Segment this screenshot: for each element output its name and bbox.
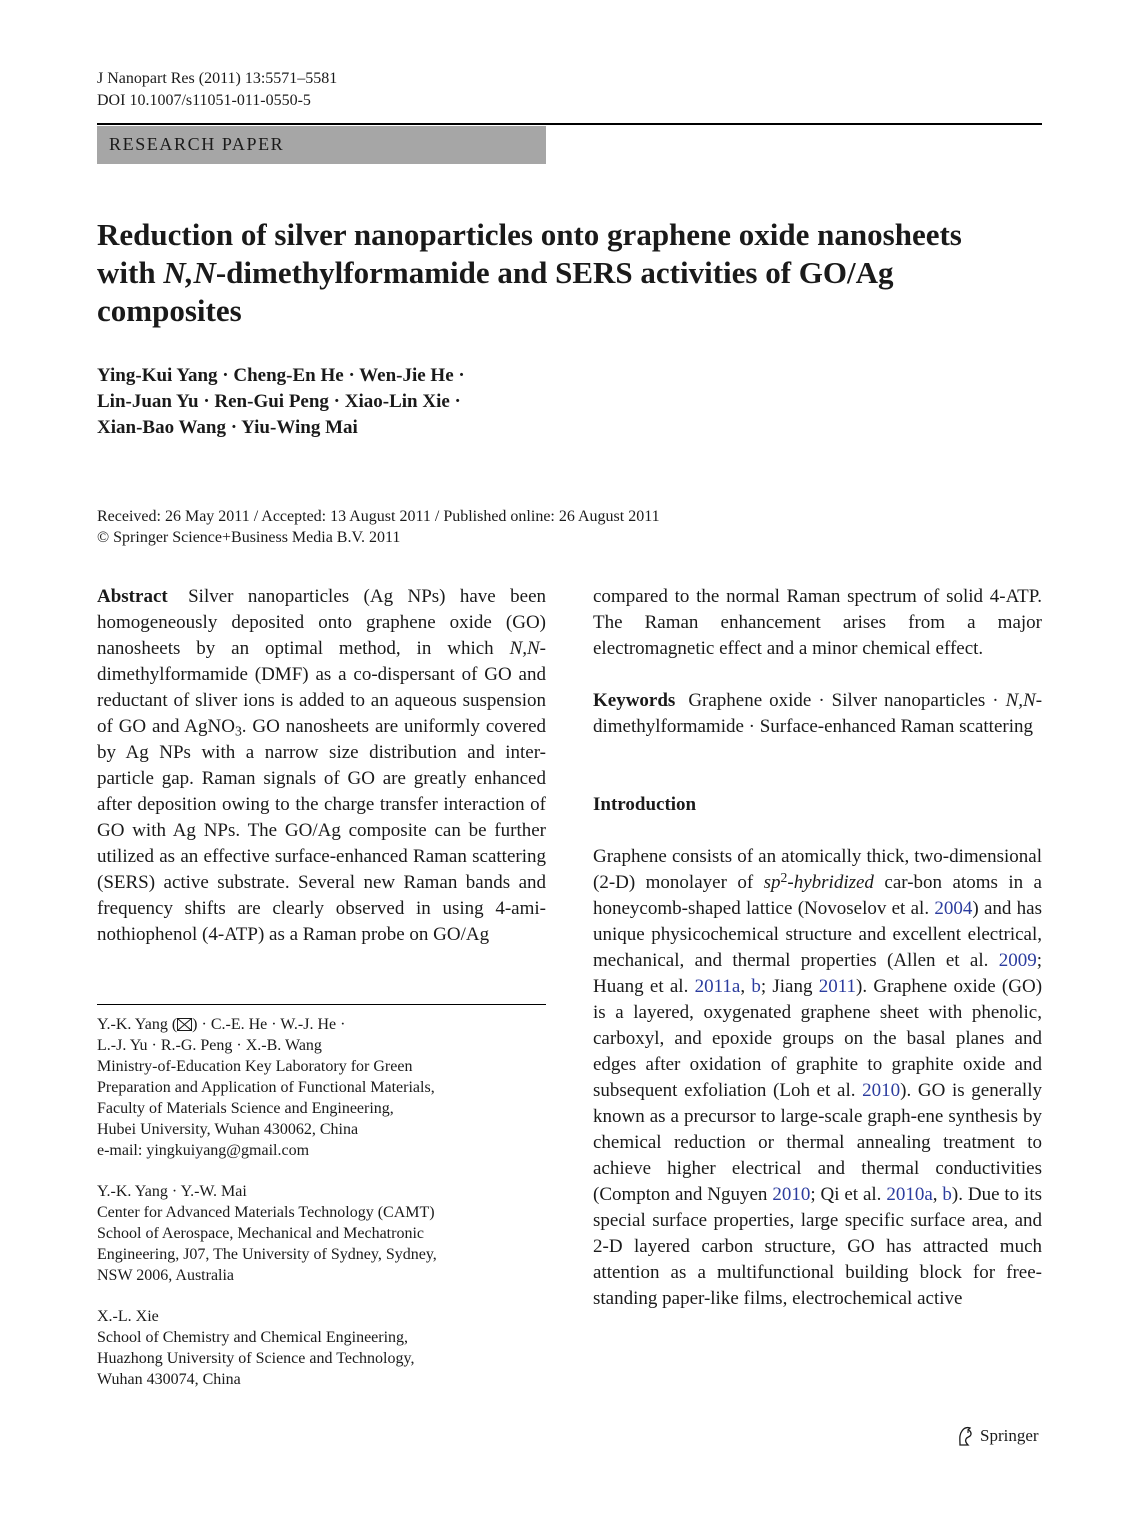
citation-link[interactable]: 2010	[772, 1184, 811, 1205]
introduction-paragraph: Graphene consists of an atomically thick, two-dimensional (2-D) monolayer of $sp^2$-hybridized car-bon atoms in a honeycomb-shaped lattice (Novoselov et al. 2004) and has unique physicochemical structure and excellent electrical, mechanical, and thermal properties (Allen et al. 2009; Huang et al. 2011a, b; Jiang 2011). Graphene oxide (GO) is a layered, oxygenated graphene sheet with phenolic, carboxyl, and epoxide groups on the basal planes and edges after oxidation of graphite to graphite oxide and subsequent exfoliation (Loh et al. 2010). GO is generally known as a precursor to large-scale graph-ene synthesis by chemical reduction or thermal annealing treatment to achieve higher electrical and thermal conductivities (Compton and Nguyen 2010; Qi et al. 2010a, b). Due to its special surface properties, large specific surface area, and 2-D layered carbon structure, GO has attracted much attention as a multifunctional building block for free-standing paper-like films, electrochemical active	[593, 846, 1043, 1309]
citation-link[interactable]: 2011	[818, 976, 857, 997]
citation-link[interactable]: 2011a	[694, 976, 741, 997]
received-dates: Received: 26 May 2011 / Accepted: 13 August 2011 / Published online: 26 August 2011	[97, 508, 660, 525]
affiliation-block: X.-L. Xie School of Chemistry and Chemical Engineering, Huazhong University of Science and Technology, Wuhan 430074, China	[97, 1308, 415, 1388]
citation-link[interactable]: 2010	[862, 1080, 901, 1101]
journal-reference	[97, 68, 337, 112]
doi-line: DOI 10.1007/s11051-011-0550-5	[97, 92, 311, 109]
section-heading-introduction: Introduction	[593, 794, 697, 815]
author-list	[97, 363, 897, 441]
article-type-label: RESEARCH PAPER	[109, 134, 285, 154]
journal-citation-line: J Nanopart Res (2011) 13:5571–5581	[97, 70, 338, 87]
citation-link[interactable]: 2010a	[886, 1184, 933, 1205]
right-column	[593, 584, 1042, 1312]
abstract-label: Abstract	[97, 586, 168, 607]
footnote-rule	[97, 1004, 546, 1005]
citation-link[interactable]: b	[751, 976, 761, 997]
citation-link[interactable]: 2004	[934, 898, 973, 919]
header-rule	[97, 123, 1042, 125]
publication-history	[97, 506, 1042, 548]
citation-link[interactable]: 2009	[998, 950, 1037, 971]
abstract: Abstract Silver nanoparticles (Ag NPs) have been homogeneously deposited onto graphene oxide (GO) nanosheets by an optimal method, in which N,N-dimethylformamide (DMF) as a co-dispersant of GO and reductant of sliver ions is added to an aqueous suspension of GO and AgNO$_3$. GO nanosheets are uniformly covered by Ag NPs with a narrow size distribution and inter-particle gap. Raman signals of GO are greatly enhanced after deposition owing to the charge transfer interaction of GO with Ag NPs. The GO/Ag composite can be further utilized as an effective surface-enhanced Raman scattering (SERS) active substrate. Several new Raman bands and frequency shifts are clearly observed in using 4-ami-nothiophenol (4-ATP) as a Raman probe on GO/Ag	[97, 586, 546, 945]
envelope-icon	[177, 1018, 192, 1031]
keywords-label: Keywords	[593, 690, 676, 711]
springer-horse-icon	[956, 1425, 976, 1447]
author-line: Ying-Kui Yang · Cheng-En He · Wen-Jie He ·	[97, 365, 465, 386]
affiliation-block: Y.-K. Yang ( ) · C.-E. He · W.-J. He · L.-J. Yu · R.-G. Peng · X.-B. Wang Ministry-of-Education Key Laboratory for Green Preparation and Application of Functional Materials, Faculty of Materials Science and Engineering, Hubei University, Wuhan 430062, China e-mail: yingkuiyang@gmail.com	[97, 1014, 546, 1161]
email-address[interactable]: e-mail: yingkuiyang@gmail.com	[97, 1142, 310, 1159]
author-line: Lin-Juan Yu · Ren-Gui Peng · Xiao-Lin Xie ·	[97, 391, 461, 412]
publisher-mark	[956, 1424, 1039, 1448]
affiliation-block: Y.-K. Yang · Y.-W. Mai Center for Advanced Materials Technology (CAMT) School of Aerospace, Mechanical and Mechatronic Engineering, J07, The University of Sydney, Sydney, NSW 2006, Australia	[97, 1183, 437, 1284]
article-type-banner	[97, 126, 546, 164]
copyright-line: © Springer Science+Business Media B.V. 2011	[97, 529, 401, 546]
abstract-continued: compared to the normal Raman spectrum of solid 4-ATP. The Raman enhancement arises from a major electromagnetic effect and a minor chemical effect.	[593, 586, 1042, 659]
publisher-name: Springer	[980, 1426, 1039, 1445]
affiliations	[97, 1014, 546, 1410]
citation-link[interactable]: b	[942, 1184, 952, 1205]
paper-title: Reduction of silver nanoparticles onto graphene oxide nanosheets with N,N-dimethylformamide and SERS activities of GO/Ag composites	[97, 217, 962, 328]
author-line: Xian-Bao Wang · Yiu-Wing Mai	[97, 417, 358, 438]
keywords: Keywords Graphene oxide · Silver nanoparticles · N,N-dimethylformamide · Surface-enhanced Raman scattering	[593, 690, 1043, 737]
